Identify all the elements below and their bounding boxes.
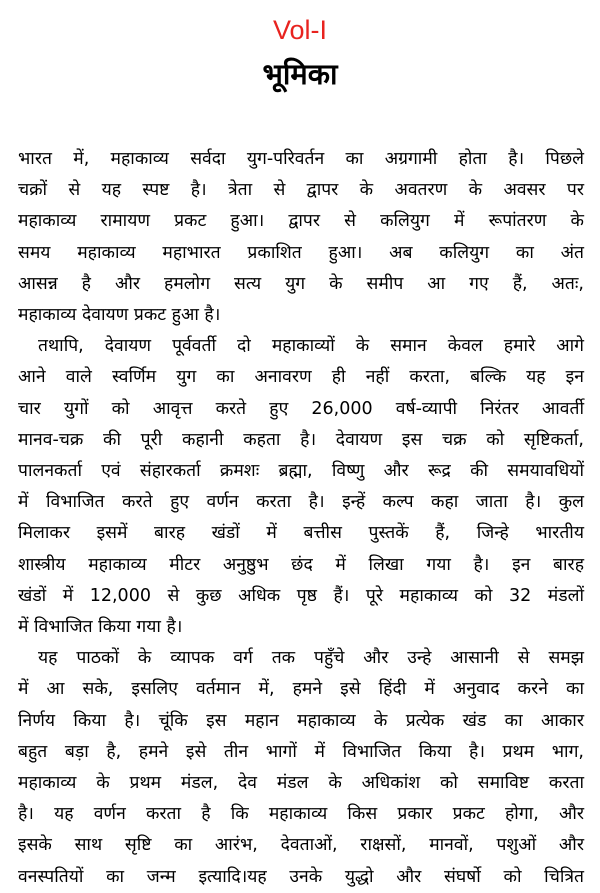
text-line: में आ सके, इसलिए वर्तमान में, हमने इसे हिंदी में अनुवाद करने का [18, 679, 584, 700]
paragraph-3 [18, 643, 584, 893]
text-line: बहुत बड़ा है, हमने इसे तीन भागों में विभाजित किया है। प्रथम भाग, [18, 741, 584, 762]
text-line: चार युगों को आवृत्त करते हुए 26,000 वर्ष-व्यापी निरंतर आवर्ती [18, 398, 584, 419]
text-line: महाकाव्य देवायण प्रकट हुआ है। [18, 305, 221, 326]
text-line: में विभाजित किया गया है। [18, 617, 183, 638]
text-line: खंडों में 12,000 से कुछ अधिक पृष्ठ हैं। पूरे महाकाव्य को 32 मंडलों [18, 585, 584, 606]
text-line: है। यह वर्णन करता है कि महाकाव्य किस प्रकार प्रकट होगा, और [18, 804, 584, 825]
text-line: यह पाठकों के व्यापक वर्ग तक पहुँचे और उन्हे आसानी से समझ [38, 648, 584, 669]
text-line: महाकाव्य के प्रथम मंडल, देव मंडल के अधिकांश को समाविष्ट करता [18, 773, 584, 794]
text-line: इसके साथ सृष्टि का आरंभ, देवताओं, राक्षसों, मानवों, पशुओं और [18, 835, 584, 856]
text-line: मानव-चक्र की पूरी कहानी कहता है। देवायण इस चक्र को सृष्टिकर्ता, [18, 429, 584, 450]
text-line: में विभाजित करते हुए वर्णन करता है। इन्हें कल्प कहा जाता है। कुल [18, 492, 584, 513]
text-line: शास्त्रीय महाकाव्य मीटर अनुष्ठुभ छंद में लिखा गया है। इन बारह [18, 554, 584, 575]
text-line: वनस्पतियों का जन्म इत्यादि।यह उनके युद्धो और संघर्षो को चित्रित [18, 866, 584, 887]
text-line: निर्णय किया है। चूंकि इस महान महाकाव्य के प्रत्येक खंड का आकार [18, 710, 584, 731]
paragraph-2 [18, 331, 584, 643]
text-line: मिलाकर इसमें बारह खंडों में बत्तीस पुस्तकें हैं, जिन्हे भारतीय [18, 523, 584, 544]
body-text [18, 144, 584, 893]
text-line: चक्रों से यह स्पष्ट है। त्रेता से द्वापर के अवतरण के अवसर पर [18, 180, 584, 201]
text-line: पालनकर्ता एवं संहारकर्ता क्रमशः ब्रह्मा, विष्णु और रूद्र की समयावधियों [18, 461, 584, 482]
text-line: आसन्न है और हमलोग सत्य युग के समीप आ गए हैं, अतः, [18, 273, 584, 294]
text-line: महाकाव्य रामायण प्रकट हुआ। द्वापर से कलियुग में रूपांतरण के [18, 211, 584, 232]
text-line: आने वाले स्वर्णिम युग का अनावरण ही नहीं करता, बल्कि यह इन [18, 367, 584, 388]
page-title: भूमिका [262, 57, 338, 91]
text-line: तथापि, देवायण पूर्ववर्ती दो महाकाव्यों के समान केवल हमारे आगे [38, 336, 584, 357]
volume-label: Vol-I [272, 15, 328, 45]
text-line: भारत में, महाकाव्य सर्वदा युग-परिवर्तन का अग्रगामी होता है। पिछले [18, 149, 584, 169]
paragraph-1 [18, 144, 584, 331]
text-line: समय महाकाव्य महाभारत प्रकाशित हुआ। अब कलियुग का अंत [18, 242, 584, 263]
